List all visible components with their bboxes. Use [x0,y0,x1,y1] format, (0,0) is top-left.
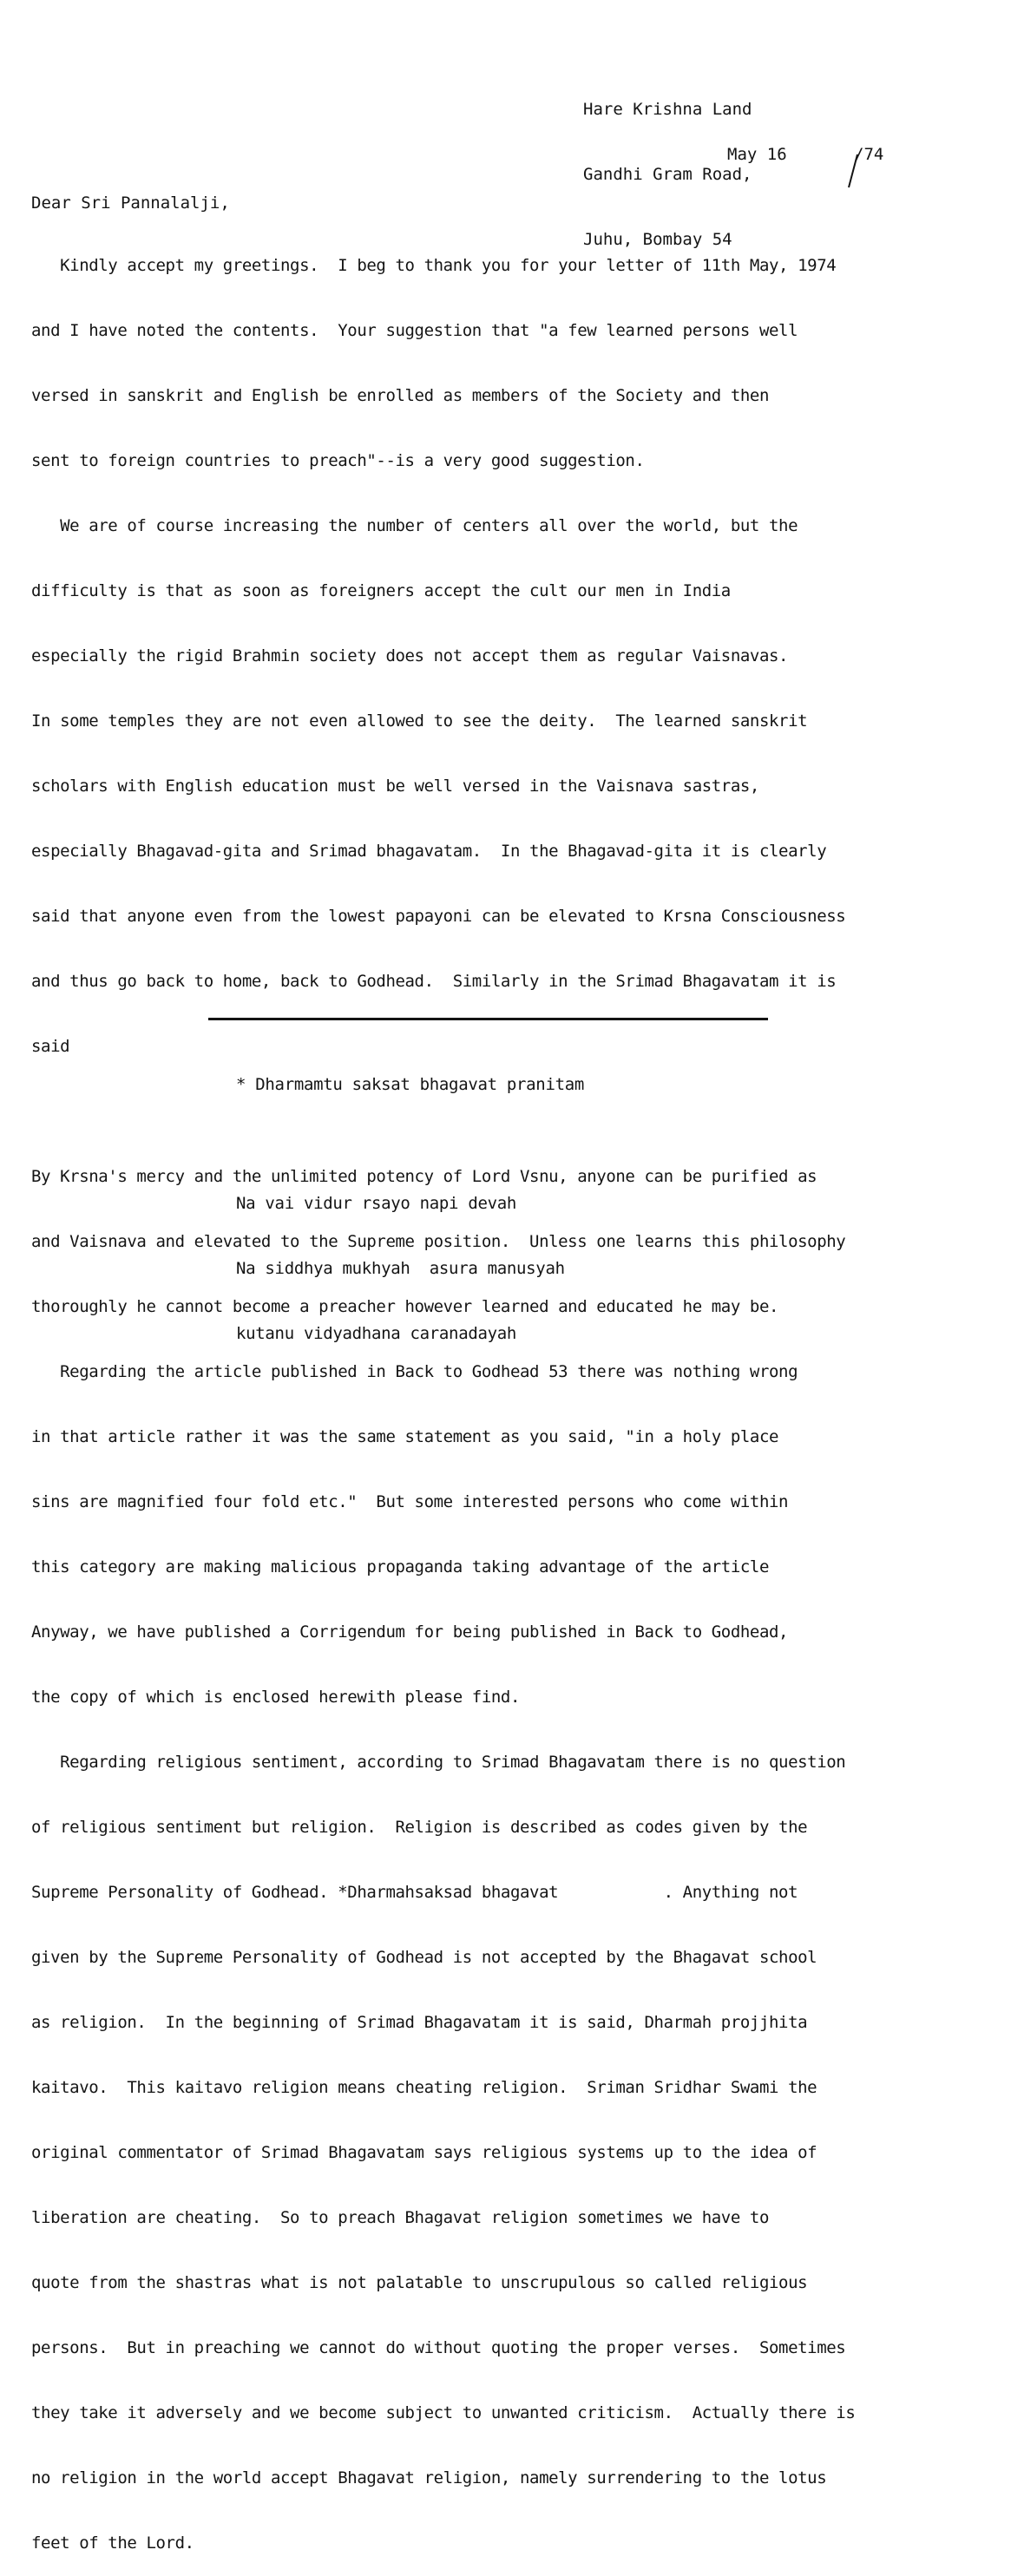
footnote-verse: Na siddhya mukhyah asura manusyah [236,1259,565,1278]
footnote-verse: Na vai vidur rsayo napi devah [236,1194,517,1213]
address-line: Gandhi Gram Road, [583,165,752,184]
body-line: original commentator of Srimad Bhagavatam says religious systems up to the idea of [31,2143,817,2162]
body-line: By Krsna's mercy and the unlimited potency of Lord Vsnu, anyone can be purified as [31,1167,817,1186]
footnote [236,1031,584,1367]
body-line: We are of course increasing the number of centers all over the world, but the [31,516,798,535]
body-line: Kindly accept my greetings. I beg to thank you for your letter of 11th May, 1974 [31,256,837,275]
body-line: and thus go back to home, back to Godhead. Similarly in the Srimad Bhagavatam it is [31,972,837,991]
body-line: Anyway, we have published a Corrigendum for being published in Back to Godhead, [31,1622,789,1642]
body-line: persons. But in preaching we cannot do without quoting the proper verses. Sometimes [31,2338,846,2357]
body-line: and I have noted the contents. Your suggestion that "a few learned persons well [31,321,798,340]
body-line: In some temples they are not even allowed to see the deity. The learned sanskrit [31,711,808,731]
body-line: kaitavo. This kaitavo religion means cheating religion. Sriman Sridhar Swami the [31,2078,817,2097]
body-line: the copy of which is enclosed herewith please find. [31,1688,520,1707]
salutation: Dear Sri Pannalalji, [31,193,230,213]
body-line: scholars with English education must be well versed in the Vaisnava sastras, [31,777,759,796]
footnote-verse: kutanu vidyadhana caranadayah [236,1324,517,1343]
footnote-divider [208,1018,768,1020]
body-line: Regarding religious sentiment, according to Srimad Bhagavatam there is no question [31,1753,846,1772]
body-line: feet of the Lord. [31,2533,194,2553]
body-line: liberation are cheating. So to preach Bhagavat religion sometimes we have to [31,2208,770,2227]
body-line: Regarding the article published in Back to Godhead 53 there was nothing wrong [31,1362,798,1381]
body-line: Supreme Personality of Godhead. *Dharmahsaksad bhagavat . Anything not [31,1883,798,1902]
body-line: and Vaisnava and elevated to the Supreme position. Unless one learns this philosophy [31,1232,846,1251]
address-line: Juhu, Bombay 54 [583,230,732,249]
body-line: given by the Supreme Personality of Godhead is not accepted by the Bhagavat school [31,1948,817,1967]
body-line: difficulty is that as soon as foreigners accept the cult our men in India [31,581,731,600]
letter-body [31,212,855,2576]
body-line: sins are magnified four fold etc." But some interested persons who come within [31,1492,789,1511]
body-line: thoroughly he cannot become a preacher however learned and educated he may be. [31,1297,779,1316]
body-line: no religion in the world accept Bhagavat religion, namely surrendering to the lotus [31,2468,827,2488]
body-line: this category are making malicious propaganda taking advantage of the article [31,1557,770,1576]
body-line: of religious sentiment but religion. Religion is described as codes given by the [31,1818,808,1837]
letter-date: May 16 [727,145,787,164]
body-line: they take it adversely and we become subject to unwanted criticism. Actually there is [31,2403,856,2422]
body-line: said that anyone even from the lowest papayoni can be elevated to Krsna Consciousness [31,907,846,926]
body-line: in that article rather it was the same statement as you said, "in a holy place [31,1427,779,1446]
body-line: especially the rigid Brahmin society does not accept them as regular Vaisnavas. [31,646,789,665]
letter-year: /74 [854,145,884,164]
body-line: quote from the shastras what is not palatable to unscrupulous so called religious [31,2273,808,2292]
handwritten-stroke [844,151,861,191]
body-line: especially Bhagavad-gita and Srimad bhagavatam. In the Bhagavad-gita it is clearly [31,842,827,861]
footnote-spacer [236,1139,584,1150]
body-line: sent to foreign countries to preach"--is a very good suggestion. [31,451,645,470]
body-line: as religion. In the beginning of Srimad Bhagavatam it is said, Dharmah projjhita [31,2013,808,2032]
footnote-heading: * Dharmamtu saksat bhagavat pranitam [236,1075,585,1094]
address-line: Hare Krishna Land [583,100,752,119]
body-line: versed in sanskrit and English be enrolled as members of the Society and then [31,386,770,405]
body-line: said [31,1037,70,1056]
